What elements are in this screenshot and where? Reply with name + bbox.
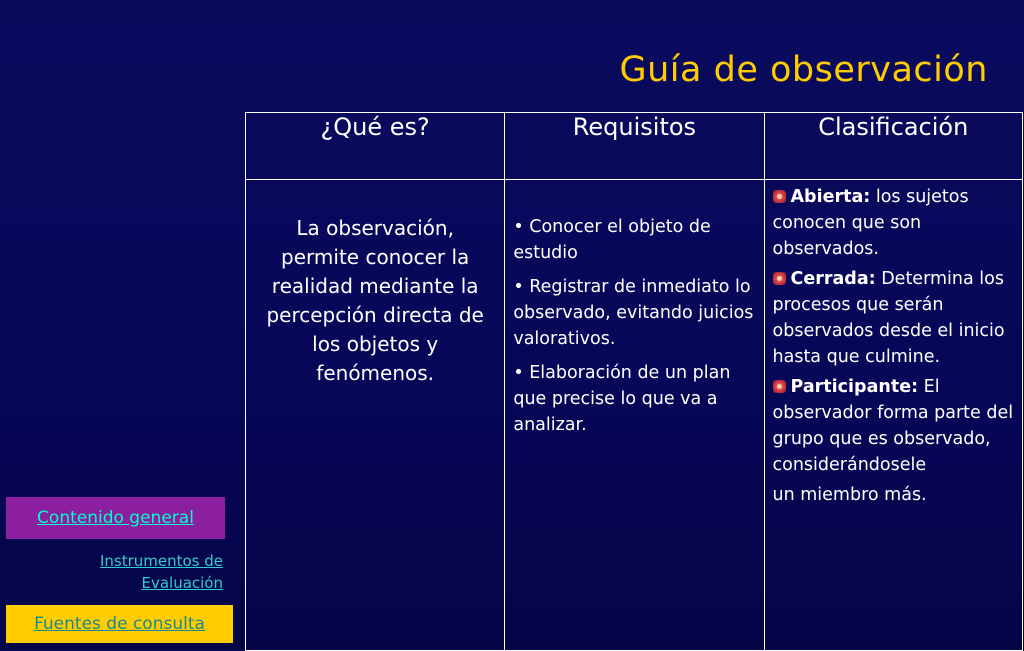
header-requisitos: Requisitos [505, 113, 764, 180]
flower-bullet-icon [773, 380, 786, 393]
cell-que-es [246, 180, 505, 651]
clasificacion-term: Abierta: [790, 187, 871, 207]
requisito-item: • Elaboración de un plan que precise lo que va a analizar. [513, 363, 731, 435]
clasificacion-text: Determina los procesos que serán observados desde el inicio hasta que culmine. [772, 269, 1005, 367]
clasificacion-item [773, 266, 1016, 370]
page-title: Guía de observación [619, 50, 988, 90]
clasificacion-term: Cerrada: [790, 269, 876, 289]
clasificacion-term: Participante: [790, 377, 919, 397]
clasificacion-tail: un miembro más. [772, 485, 927, 505]
cell-requisitos [505, 180, 764, 651]
fuentes-consulta-link[interactable]: Fuentes de consulta [6, 605, 233, 643]
instrumentos-evaluacion-link[interactable]: Instrumentos de Evaluación [99, 552, 223, 592]
clasificacion-text: los sujetos conocen que son observados. [772, 187, 969, 259]
clasificacion-item [773, 184, 1016, 262]
flower-bullet-icon [773, 190, 786, 203]
observation-table [245, 112, 1023, 651]
flower-bullet-icon [773, 272, 786, 285]
table-body-row [246, 180, 1023, 651]
clasificacion-text: El observador forma parte del grupo que es observado, considerándosele [772, 377, 1014, 475]
header-que-es: ¿Qué es? [246, 113, 505, 180]
clasificacion-item [773, 374, 1016, 478]
table-header-row [246, 113, 1023, 180]
contenido-general-link[interactable]: Contenido general [6, 497, 225, 539]
header-clasificacion: Clasificación [764, 113, 1022, 180]
requisito-item: • Conocer el objeto de estudio [513, 217, 711, 263]
requisito-item: • Registrar de inmediato lo observado, evitando juicios valorativos. [513, 277, 754, 349]
cell-clasificacion [764, 180, 1022, 651]
que-es-text: La observación, permite conocer la realidad mediante la percepción directa de los objetos y fenómenos. [266, 216, 484, 385]
